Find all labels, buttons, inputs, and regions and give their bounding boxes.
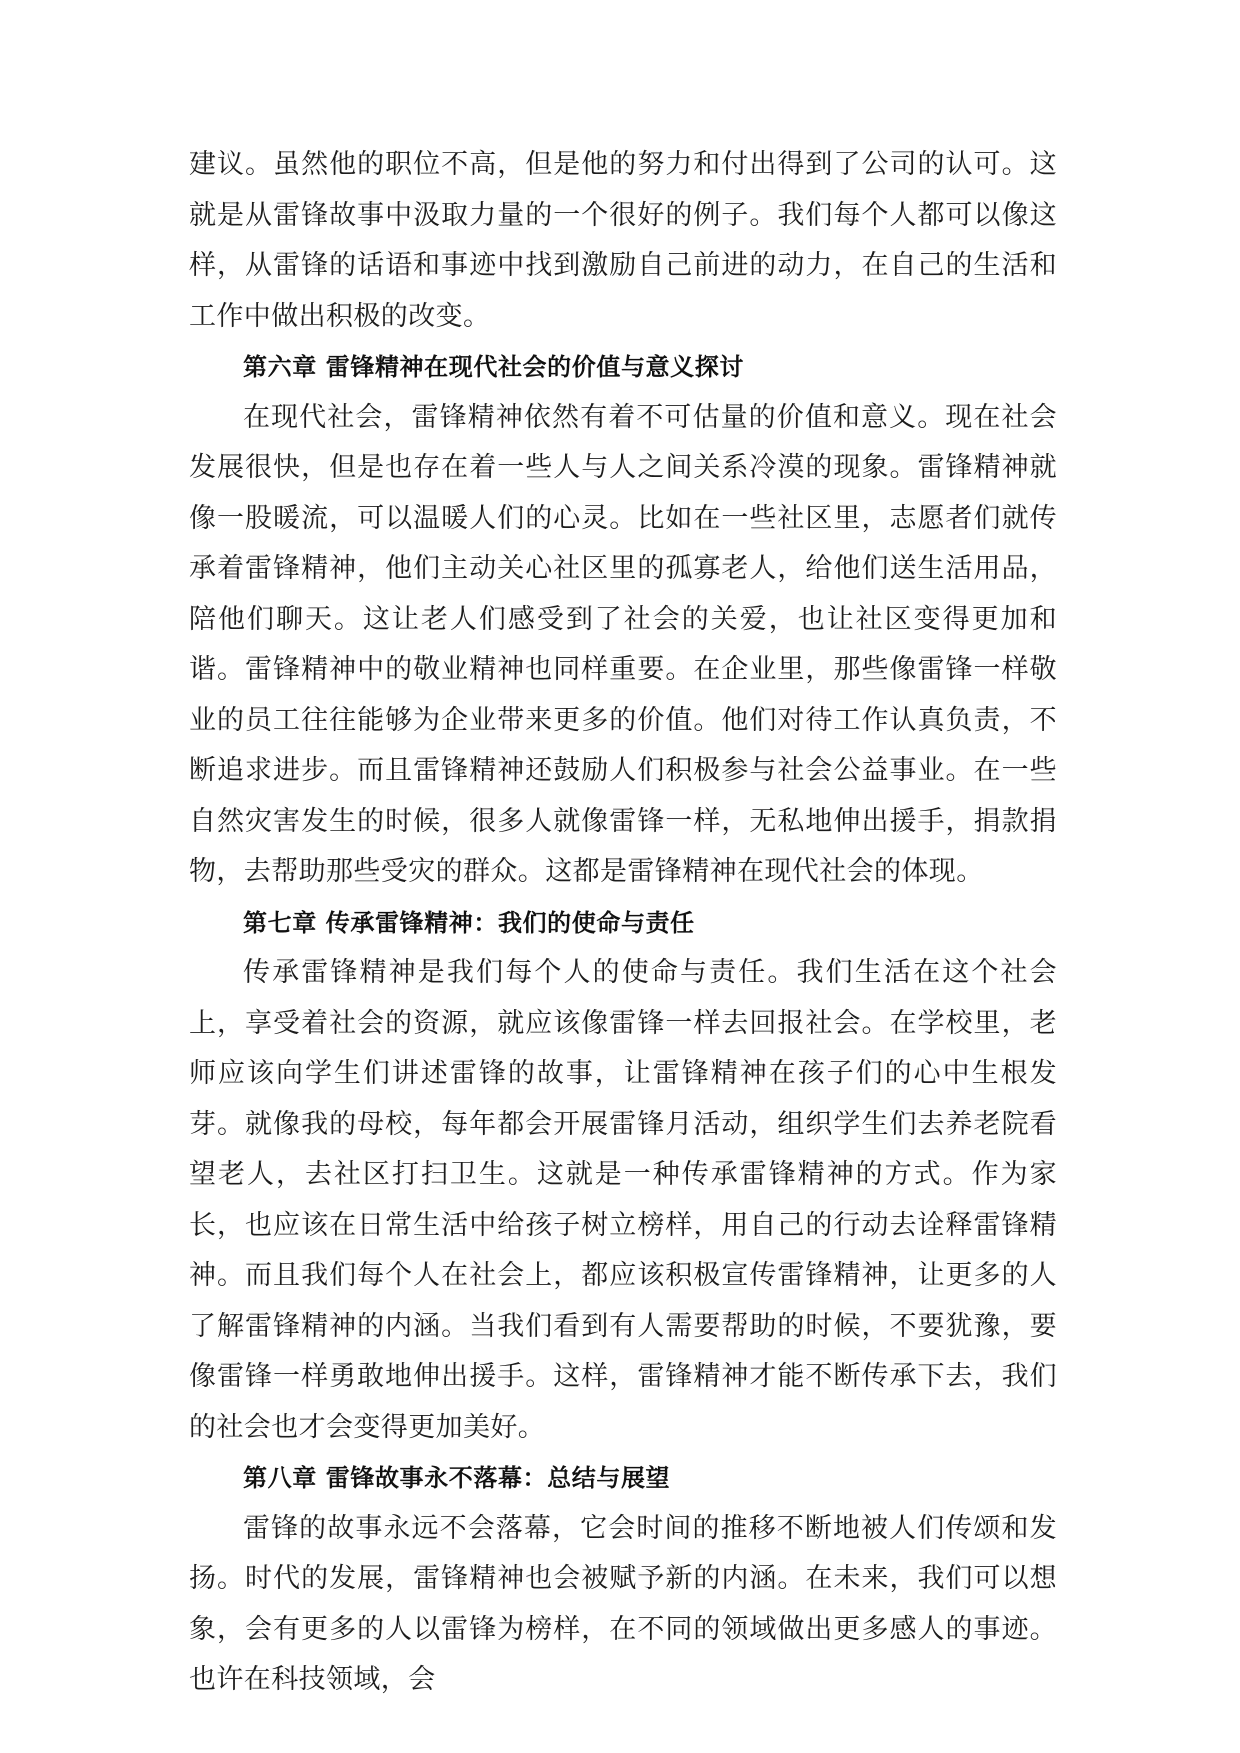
chapter-8-heading: 第八章 雷锋故事永不落幕：总结与展望	[243, 1464, 671, 1492]
chapter-6-paragraph: 在现代社会，雷锋精神依然有着不可估量的价值和意义。现在社会发展很快，但是也存在着一些人与人之间关系冷漠的现象。雷锋精神就像一股暖流，可以温暖人们的心灵。比如在一些社区里，志愿者们就传承着雷锋精神，他们主动关心社区里的孤寡老人，给他们送生活用品，陪他们聊天。这让老人们感受到了社会的关爱，也让社区变得更加和谐。雷锋精神中的敬业精神也同样重要。在企业里，那些像雷锋一样敬业的员工往往能够为企业带来更多的价值。他们对待工作认真负责，不断追求进步。而且雷锋精神还鼓励人们积极参与社会公益事业。在一些自然灾害发生的时候，很多人就像雷锋一样，无私地伸出援手，捐款捐物，去帮助那些受灾的群众。这都是雷锋精神在现代社会的体现。	[189, 401, 1057, 887]
chapter-7-heading: 第七章 传承雷锋精神：我们的使命与责任	[243, 908, 695, 937]
chapter-6-heading: 第六章 雷锋精神在现代社会的价值与意义探讨	[243, 353, 744, 381]
paragraph-continuation: 建议。虽然他的职位不高，但是他的努力和付出得到了公司的认可。这就是从雷锋故事中汲取力量的一个很好的例子。我们每个人都可以像这样，从雷锋的话语和事迹中找到激励自己前进的动力，在自己的生活和工作中做出积极的改变。	[189, 149, 1057, 332]
chapter-7-paragraph: 传承雷锋精神是我们每个人的使命与责任。我们生活在这个社会上，享受着社会的资源，就应该像雷锋一样去回报社会。在学校里，老师应该向学生们讲述雷锋的故事，让雷锋精神在孩子们的心中生根发芽。就像我的母校，每年都会开展雷锋月活动，组织学生们去养老院看望老人，去社区打扫卫生。这就是一种传承雷锋精神的方式。作为家长，也应该在日常生活中给孩子树立榜样，用自己的行动去诠释雷锋精神。而且我们每个人在社会上，都应该积极宣传雷锋精神，让更多的人了解雷锋精神的内涵。当我们看到有人需要帮助的时候，不要犹豫，要像雷锋一样勇敢地伸出援手。这样，雷锋精神才能不断传承下去，我们的社会也才会变得更加美好。	[189, 957, 1057, 1443]
page-content	[189, 140, 1057, 1706]
chapter-8-paragraph: 雷锋的故事永远不会落幕，它会时间的推移不断地被人们传颂和发扬。时代的发展，雷锋精神也会被赋予新的内涵。在未来，我们可以想象，会有更多的人以雷锋为榜样，在不同的领域做出更多感人的事迹。也许在科技领域，会	[189, 1512, 1057, 1695]
